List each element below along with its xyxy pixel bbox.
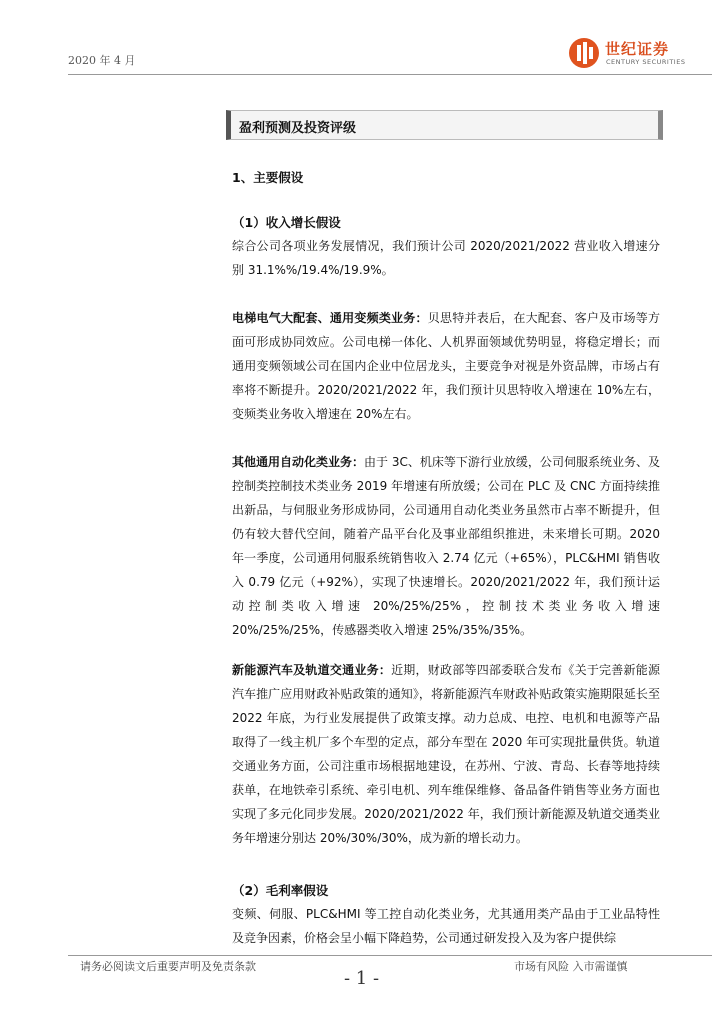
- logo-icon: [569, 38, 599, 68]
- section-title: 盈利预测及投资评级: [239, 121, 357, 136]
- logo-text-cn: 世纪证券: [605, 40, 670, 58]
- label-nev-rail: 新能源汽车及轨道交通业务：: [232, 663, 392, 677]
- paragraph-nev-rail: [232, 658, 660, 850]
- text-automation: 由于 3C、机床等下游行业放缓，公司伺服系统业务、及控制类控制技术类业务 2019 年增速有所放缓；公司在 PLC 及 CNC 方面持续推出新品，与伺服业务形成协同，公司通用自动化类业务虽然市占率不断提升，但仍有较大替代空间，随着产品平台化及事业部组织推进，未来增长可期。2020 年一季度，公司通用伺服系统销售收入 2.74 亿元（+65%），PLC&HMI 销售收入 0.79 亿元（+92%），实现了快速增长。2020/2021/2022 年，我们预计运动控制类收入增速 20%/25%/25%，控制技术类业务收入增速 20%/25%/25%，传感器类收入增速 25%/35%/35%。: [232, 455, 660, 637]
- logo-text-en: CENTURY SECURITIES: [606, 58, 686, 66]
- header-divider: [68, 74, 712, 75]
- company-logo: [569, 36, 709, 76]
- paragraph-overview: 综合公司各项业务发展情况，我们预计公司 2020/2021/2022 营业收入增速分别 31.1%%/19.4%/19.9%。: [232, 239, 660, 277]
- heading-revenue-growth: （1）收入增长假设: [232, 215, 341, 230]
- paragraph-gross-margin: 变频、伺服、PLC&HMI 等工控自动化类业务，尤其通用类产品由于工业品特性及竞争因素，价格会呈小幅下降趋势，公司通过研发投入及为客户提供综: [232, 907, 660, 945]
- label-elevator-inverter: 电梯电气大配套、通用变频类业务：: [232, 311, 428, 325]
- text-nev-rail: 近期，财政部等四部委联合发布《关于完善新能源汽车推广应用财政补贴政策的通知》，将新能源汽车财政补贴政策实施期限延长至 2022 年底，为行业发展提供了政策支撑。动力总成、电控、电机和电源等产品取得了一线主机厂多个车型的定点，部分车型在 2020 年可实现批量供货。轨道交通业务方面，公司注重市场根据地建设，在苏州、宁波、青岛、长春等地持续获单，在地铁牵引系统、牵引电机、列车维保维修、备品备件销售等业务方面也实现了多元化同步发展。2020/2021/2022 年，我们预计新能源及轨道交通类业务年增速分别达 20%/30%/30%，成为新的增长动力。: [232, 663, 660, 845]
- page-number: - 1 -: [344, 968, 380, 989]
- label-automation: 其他通用自动化类业务：: [232, 455, 365, 469]
- footer-divider: [68, 955, 712, 956]
- paragraph-elevator-inverter: [232, 306, 660, 426]
- footer-disclaimer: 请务必阅读文后重要声明及免责条款: [80, 960, 256, 973]
- report-date: 2020 年 4 月: [68, 54, 136, 67]
- heading-main-assumptions: 1、主要假设: [232, 170, 304, 185]
- text-elevator-inverter: 贝思特并表后，在大配套、客户及市场等方面可形成协同效应。公司电梯一体化、人机界面领域优势明显，将稳定增长；而通用变频领域公司在国内企业中位居龙头，主要竞争对视是外资品牌，市场占有率将不断提升。2020/2021/2022 年，我们预计贝思特收入增速在 10%左右，变频类业务收入增速在 20%左右。: [232, 311, 660, 421]
- paragraph-automation: [232, 450, 660, 642]
- footer-risk-warning: 市场有风险 入市需谨慎: [514, 960, 628, 973]
- section-title-bar: [226, 110, 663, 140]
- heading-gross-margin: （2）毛利率假设: [232, 883, 329, 898]
